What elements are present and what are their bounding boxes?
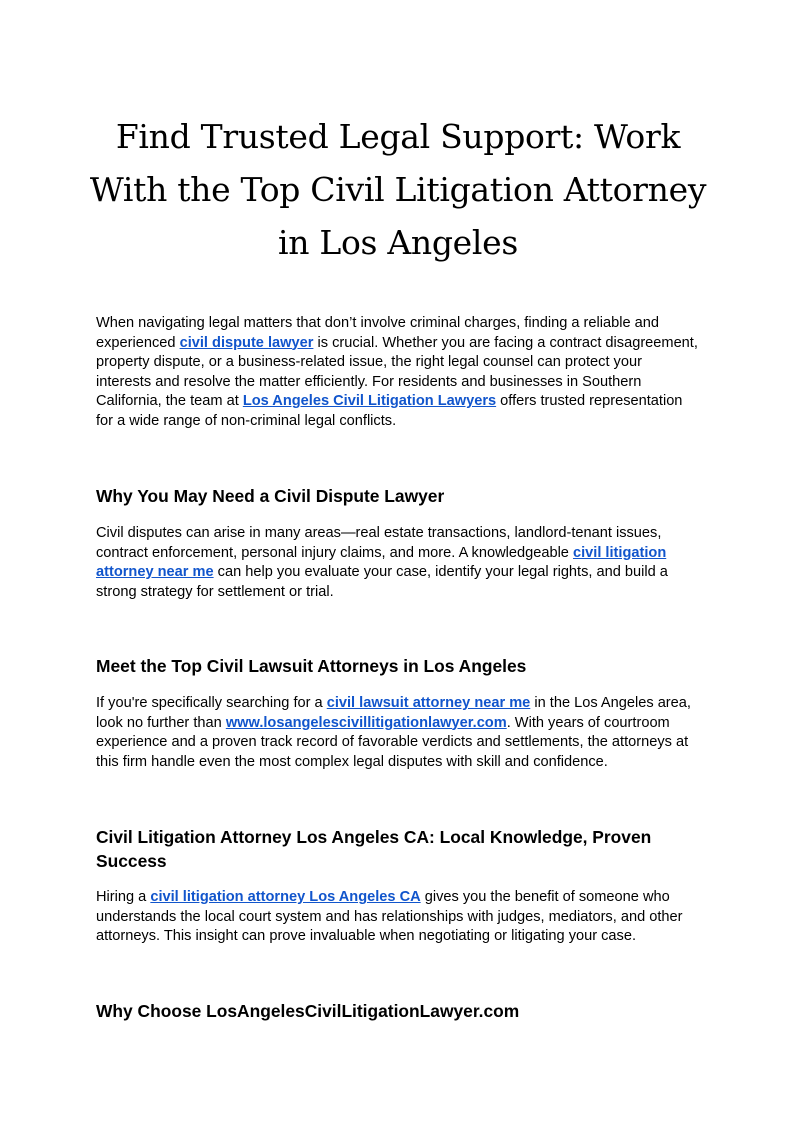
section-meet-text-3: . With years of courtroom experience and a proven track record of favorable verdicts and settlements, the attorneys at this firm handle even the most complex legal disputes with skill and confidence. <box>96 714 689 770</box>
civil-litigation-attorney-los-angeles-ca-link[interactable]: civil litigation attorney Los Angeles CA <box>150 889 421 905</box>
los-angeles-civil-litigation-lawyers-link[interactable]: Los Angeles Civil Litigation Lawyers <box>242 393 497 409</box>
intro-text-1: When navigating legal matters that don’t involve criminal charges, finding a reliable and experienced <box>96 315 659 351</box>
section-heading-meet-attorneys: Meet the Top Civil Lawsuit Attorneys in Los Angeles <box>96 656 527 676</box>
section-meet-text-1: If you're specifically searching for a <box>96 695 327 711</box>
section-why-need-text-1: Civil disputes can arise in many areas—real estate transactions, landlord-tenant issues, contract enforcement, personal injury claims, and more. A knowledgeable <box>96 525 662 561</box>
section-heading-why-need: Why You May Need a Civil Dispute Lawyer <box>96 486 445 506</box>
section-meet-attorneys-paragraph <box>96 694 700 772</box>
intro-text-3: offers trusted representation for a wide range of non-criminal legal conflicts. <box>96 393 683 429</box>
section-why-need-text-2: can help you evaluate your case, identify your legal rights, and build a strong strategy for settlement or trial. <box>96 564 668 600</box>
section-why-need-paragraph <box>96 524 700 602</box>
intro-paragraph <box>96 314 700 431</box>
website-url-link[interactable]: www.losangelescivillitigationlawyer.com <box>225 714 507 731</box>
section-heading-local-knowledge: Civil Litigation Attorney Los Angeles CA: Local Knowledge, Proven Success <box>96 827 652 871</box>
section-local-text-2: gives you the benefit of someone who understands the local court system and has relationships with judges, mediators, and other attorneys. This insight can prove invaluable when negotiating or litigating your case. <box>96 889 683 944</box>
section-heading-why-choose: Why Choose LosAngelesCivilLitigationLawyer.com <box>96 1001 520 1021</box>
civil-lawsuit-attorney-near-me-link[interactable]: civil lawsuit attorney near me <box>326 695 531 711</box>
section-local-knowledge-paragraph <box>96 888 700 947</box>
page-title: Find Trusted Legal Support: Work With the Top Civil Litigation Attorney in Los Angeles <box>89 117 707 262</box>
section-meet-text-2: in the Los Angeles area, look no further than <box>96 695 691 731</box>
intro-text-2: is crucial. Whether you are facing a contract disagreement, property dispute, or a business-related issue, the right legal counsel can protect your interests and resolve the matter efficiently. For residents and businesses in Southern California, the team at <box>96 334 698 409</box>
section-local-text-1: Hiring a <box>96 889 151 905</box>
civil-dispute-lawyer-link[interactable]: civil dispute lawyer <box>179 334 314 351</box>
civil-litigation-attorney-near-me-link[interactable]: civil litigation attorney near me <box>96 544 667 580</box>
